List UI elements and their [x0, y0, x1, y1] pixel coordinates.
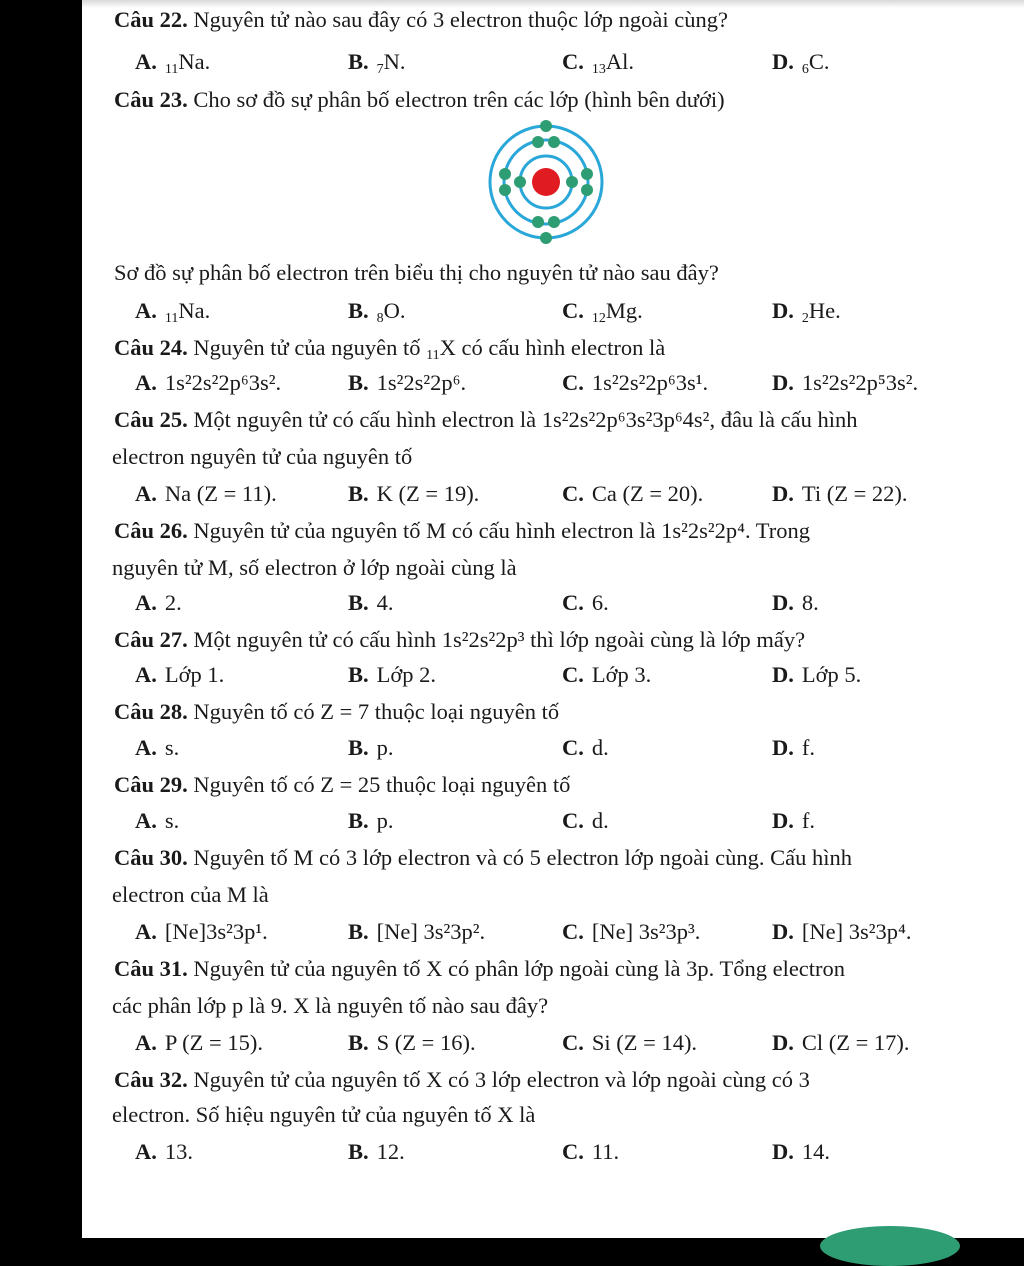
- text-q25-d-t: Ti (Z = 22).: [801, 481, 908, 506]
- text-q25-num: Câu 25.: [114, 407, 188, 432]
- text-q23-d-l: D.: [772, 298, 794, 323]
- option-d[interactable]: [772, 806, 815, 836]
- option-a[interactable]: [135, 368, 281, 398]
- question-26-stem-cont: [112, 553, 992, 583]
- text-q26-post: . Trong: [744, 518, 810, 543]
- question-26-options: [0, 588, 1024, 618]
- text-q31-text2: các phân lớp p là 9. X là nguyên tố nào sau đây?: [112, 993, 549, 1018]
- text-q22-a-l: A.: [135, 49, 157, 74]
- text-q29-a-l: A.: [135, 808, 157, 833]
- text-q30-c-t: [Ne] 3s²3p³.: [591, 919, 701, 944]
- text-q23-b-z: 8: [376, 311, 384, 326]
- option-c[interactable]: [562, 917, 700, 947]
- option-b[interactable]: [348, 660, 436, 690]
- atom-electron-diagram: [488, 118, 608, 248]
- option-c[interactable]: [562, 733, 609, 763]
- option-b[interactable]: [348, 806, 394, 836]
- text-q25-b-t: K (Z = 19).: [376, 481, 480, 506]
- option-d[interactable]: [772, 47, 830, 77]
- text-q22-d-s: C.: [808, 49, 830, 74]
- text-q22-text: Nguyên tử nào sau đây có 3 electron thuộc lớp ngoài cùng?: [187, 7, 728, 32]
- text-q24-post: X có cấu hình electron là: [439, 335, 666, 360]
- option-c[interactable]: [562, 368, 708, 398]
- text-q26-config: 1s²2s²2p⁴: [661, 518, 745, 543]
- question-24-stem: [114, 333, 994, 363]
- text-q27-a-l: A.: [135, 662, 157, 687]
- question-22-stem: [114, 5, 994, 35]
- text-q25-pre: Một nguyên tử có cấu hình electron là: [187, 407, 542, 432]
- text-q24-c-l: C.: [562, 370, 584, 395]
- text-q28-d-t: f.: [801, 735, 815, 760]
- text-q30-text2: electron của M là: [112, 882, 269, 907]
- text-q28-text: Nguyên tố có Z = 7 thuộc loại nguyên tố: [187, 699, 560, 724]
- text-q23-d-s: He.: [808, 298, 841, 323]
- text-q29-b-t: p.: [376, 808, 394, 833]
- text-q27-config: 1s²2s²2p³: [441, 627, 525, 652]
- question-27-stem: [114, 625, 994, 655]
- option-c[interactable]: [562, 660, 651, 690]
- text-q27-c-l: C.: [562, 662, 584, 687]
- question-25-stem-cont: [112, 442, 992, 472]
- question-23-options: [0, 296, 1024, 326]
- text-q24-c-t: 1s²2s²2p⁶3s¹.: [591, 370, 709, 395]
- text-q32-c-t: 11.: [591, 1139, 620, 1164]
- question-29-stem: [114, 770, 994, 800]
- text-q31-d-t: Cl (Z = 17).: [801, 1030, 910, 1055]
- option-b[interactable]: [348, 1137, 405, 1167]
- text-q24-b-l: B.: [348, 370, 369, 395]
- text-q30-d-t: [Ne] 3s²3p⁴.: [801, 919, 912, 944]
- question-24-options: [0, 368, 1024, 398]
- option-a[interactable]: [135, 733, 179, 763]
- text-q31-d-l: D.: [772, 1030, 794, 1055]
- question-23-prompt: [114, 258, 994, 288]
- text-q23-b-l: B.: [348, 298, 369, 323]
- option-b[interactable]: [348, 479, 479, 509]
- text-q24-d-t: 1s²2s²2p⁵3s².: [801, 370, 919, 395]
- electron: [540, 232, 552, 244]
- text-q31-num: Câu 31.: [114, 956, 188, 981]
- text-q27-num: Câu 27.: [114, 627, 188, 652]
- text-q32-d-l: D.: [772, 1139, 794, 1164]
- option-b[interactable]: [348, 917, 485, 947]
- text-q28-c-t: d.: [591, 735, 609, 760]
- text-q32-num: Câu 32.: [114, 1067, 188, 1092]
- text-q29-a-t: s.: [164, 808, 180, 833]
- text-q25-c-l: C.: [562, 481, 584, 506]
- option-a[interactable]: [135, 296, 210, 326]
- option-a[interactable]: [135, 1137, 193, 1167]
- electron: [532, 216, 544, 228]
- text-q26-num: Câu 26.: [114, 518, 188, 543]
- option-b[interactable]: [348, 47, 406, 77]
- text-q25-text2: electron nguyên tử của nguyên tố: [112, 444, 413, 469]
- question-22-options: [0, 47, 1024, 77]
- text-q23-a-s: Na.: [178, 298, 211, 323]
- question-30-options: [0, 917, 1024, 947]
- electron: [581, 184, 593, 196]
- text-q29-num: Câu 29.: [114, 772, 188, 797]
- text-q22-d-z: 6: [801, 62, 809, 77]
- option-a[interactable]: [135, 806, 179, 836]
- text-q23-d-z: 2: [801, 311, 809, 326]
- text-q30-num: Câu 30.: [114, 845, 188, 870]
- text-q32-b-t: 12.: [376, 1139, 405, 1164]
- text-q22-a-s: Na.: [178, 49, 211, 74]
- question-31-options: [0, 1028, 1024, 1058]
- text-q23-c-s: Mg.: [605, 298, 643, 323]
- text-q31-text: Nguyên tử của nguyên tố X có phân lớp ngoài cùng là 3p. Tổng electron: [187, 956, 846, 981]
- option-a[interactable]: [135, 47, 210, 77]
- option-d[interactable]: [772, 296, 841, 326]
- text-q25-a-t: Na (Z = 11).: [164, 481, 277, 506]
- text-q23-num: Câu 23.: [114, 87, 188, 112]
- text-q29-text: Nguyên tố có Z = 25 thuộc loại nguyên tố: [187, 772, 571, 797]
- text-q22-c-l: C.: [562, 49, 584, 74]
- text-q28-a-t: s.: [164, 735, 180, 760]
- text-q27-a-t: Lớp 1.: [164, 662, 225, 687]
- question-26-stem: [114, 516, 994, 546]
- text-q23-c-z: 12: [591, 311, 606, 326]
- text-q29-c-t: d.: [591, 808, 609, 833]
- text-q23-a-l: A.: [135, 298, 157, 323]
- text-q26-b-l: B.: [348, 590, 369, 615]
- nucleus: [532, 168, 560, 196]
- question-30-stem: [114, 843, 994, 873]
- text-q27-d-l: D.: [772, 662, 794, 687]
- question-28-stem: [114, 697, 994, 727]
- option-d[interactable]: [772, 917, 911, 947]
- option-b[interactable]: [348, 296, 406, 326]
- question-25-stem: [114, 405, 994, 435]
- text-q27-d-t: Lớp 5.: [801, 662, 862, 687]
- electron: [548, 136, 560, 148]
- text-q24-d-l: D.: [772, 370, 794, 395]
- text-q30-c-l: C.: [562, 919, 584, 944]
- option-d[interactable]: [772, 1137, 830, 1167]
- text-q27-pre: Một nguyên tử có cấu hình: [187, 627, 442, 652]
- text-q24-a-l: A.: [135, 370, 157, 395]
- text-q26-pre: Nguyên tử của nguyên tố M có cấu hình electron là: [187, 518, 662, 543]
- text-q27-b-l: B.: [348, 662, 369, 687]
- option-b[interactable]: [348, 1028, 476, 1058]
- text-q27-b-t: Lớp 2.: [376, 662, 437, 687]
- text-q23-text2: Sơ đồ sự phân bố electron trên biểu thị cho nguyên tử nào sau đây?: [114, 260, 719, 285]
- electron: [532, 136, 544, 148]
- text-q31-a-t: P (Z = 15).: [164, 1030, 263, 1055]
- question-27-options: [0, 660, 1024, 690]
- text-q31-a-l: A.: [135, 1030, 157, 1055]
- text-q32-text2: electron. Số hiệu nguyên tử của nguyên tố X là: [112, 1102, 536, 1127]
- text-q30-a-l: A.: [135, 919, 157, 944]
- text-q26-a-t: 2.: [164, 590, 182, 615]
- electron: [566, 176, 578, 188]
- text-q23-a-z: 11: [164, 311, 179, 326]
- question-32-stem-cont: [112, 1100, 992, 1130]
- text-q29-b-l: B.: [348, 808, 369, 833]
- text-q22-num: Câu 22.: [114, 7, 188, 32]
- text-q32-b-l: B.: [348, 1139, 369, 1164]
- decorative-green-arc: [820, 1226, 960, 1266]
- electron: [514, 176, 526, 188]
- text-q22-c-z: 13: [591, 62, 606, 77]
- question-30-stem-cont: [112, 880, 992, 910]
- text-q32-d-t: 14.: [801, 1139, 830, 1164]
- text-q26-text2: nguyên tử M, số electron ở lớp ngoài cùng là: [112, 555, 517, 580]
- text-q26-a-l: A.: [135, 590, 157, 615]
- question-32-stem: [114, 1065, 994, 1095]
- text-q31-b-l: B.: [348, 1030, 369, 1055]
- option-d[interactable]: [772, 479, 908, 509]
- option-c[interactable]: [562, 806, 609, 836]
- question-31-stem: [114, 954, 994, 984]
- text-q22-b-l: B.: [348, 49, 369, 74]
- text-q22-a-z: 11: [164, 62, 179, 77]
- text-q22-b-z: 7: [376, 62, 384, 77]
- text-q28-c-l: C.: [562, 735, 584, 760]
- text-q28-b-l: B.: [348, 735, 369, 760]
- text-q28-d-l: D.: [772, 735, 794, 760]
- question-23-stem: [114, 85, 994, 115]
- text-q25-d-l: D.: [772, 481, 794, 506]
- option-a[interactable]: [135, 917, 268, 947]
- text-q30-d-l: D.: [772, 919, 794, 944]
- text-q30-b-l: B.: [348, 919, 369, 944]
- text-q31-b-t: S (Z = 16).: [376, 1030, 476, 1055]
- text-q29-d-t: f.: [801, 808, 815, 833]
- option-d[interactable]: [772, 733, 815, 763]
- option-c[interactable]: [562, 296, 643, 326]
- text-q27-c-t: Lớp 3.: [591, 662, 652, 687]
- question-28-options: [0, 733, 1024, 763]
- option-d[interactable]: [772, 1028, 910, 1058]
- question-31-stem-cont: [112, 991, 992, 1021]
- text-q25-c-t: Ca (Z = 20).: [591, 481, 704, 506]
- electron: [540, 120, 552, 132]
- option-a[interactable]: [135, 1028, 263, 1058]
- question-29-options: [0, 806, 1024, 836]
- text-q30-text: Nguyên tố M có 3 lớp electron và có 5 electron lớp ngoài cùng. Cấu hình: [187, 845, 853, 870]
- option-c[interactable]: [562, 588, 609, 618]
- option-b[interactable]: [348, 733, 394, 763]
- text-q29-d-l: D.: [772, 808, 794, 833]
- electron: [499, 184, 511, 196]
- electron: [581, 168, 593, 180]
- text-q26-d-t: 8.: [801, 590, 819, 615]
- text-q32-a-t: 13.: [164, 1139, 193, 1164]
- text-q28-b-t: p.: [376, 735, 394, 760]
- text-q25-config: 1s²2s²2p⁶3s²3p⁶4s²: [541, 407, 710, 432]
- text-q24-num: Câu 24.: [114, 335, 188, 360]
- option-d[interactable]: [772, 588, 819, 618]
- text-q24-a-t: 1s²2s²2p⁶3s².: [164, 370, 282, 395]
- text-q29-c-l: C.: [562, 808, 584, 833]
- text-q32-text: Nguyên tử của nguyên tố X có 3 lớp electron và lớp ngoài cùng có 3: [187, 1067, 810, 1092]
- option-a[interactable]: [135, 660, 224, 690]
- text-q25-b-l: B.: [348, 481, 369, 506]
- option-d[interactable]: [772, 368, 918, 398]
- electron: [499, 168, 511, 180]
- text-q25-a-l: A.: [135, 481, 157, 506]
- text-q22-b-s: N.: [383, 49, 406, 74]
- option-b[interactable]: [348, 588, 394, 618]
- text-q30-a-t: [Ne]3s²3p¹.: [164, 919, 268, 944]
- text-q23-c-l: C.: [562, 298, 584, 323]
- question-32-options: [0, 1137, 1024, 1167]
- text-q24-z: 11: [426, 348, 440, 363]
- option-c[interactable]: [562, 1028, 697, 1058]
- option-a[interactable]: [135, 588, 182, 618]
- text-q22-d-l: D.: [772, 49, 794, 74]
- text-q22-c-s: Al.: [605, 49, 634, 74]
- electron: [548, 216, 560, 228]
- text-q32-c-l: C.: [562, 1139, 584, 1164]
- text-q28-a-l: A.: [135, 735, 157, 760]
- text-q25-post: , đâu là cấu hình: [709, 407, 858, 432]
- text-q26-c-l: C.: [562, 590, 584, 615]
- text-q27-post: thì lớp ngoài cùng là lớp mấy?: [524, 627, 806, 652]
- option-c[interactable]: [562, 1137, 619, 1167]
- option-d[interactable]: [772, 660, 861, 690]
- text-q24-b-t: 1s²2s²2p⁶.: [376, 370, 467, 395]
- text-q31-c-t: Si (Z = 14).: [591, 1030, 698, 1055]
- option-a[interactable]: [135, 479, 277, 509]
- option-c[interactable]: [562, 479, 703, 509]
- text-q26-b-t: 4.: [376, 590, 394, 615]
- text-q32-a-l: A.: [135, 1139, 157, 1164]
- text-q23-text: Cho sơ đồ sự phân bố electron trên các lớp (hình bên dưới): [187, 87, 725, 112]
- text-q24-pre: Nguyên tử của nguyên tố: [187, 335, 427, 360]
- question-25-options: [0, 479, 1024, 509]
- text-q26-c-t: 6.: [591, 590, 609, 615]
- text-q31-c-l: C.: [562, 1030, 584, 1055]
- text-q23-b-s: O.: [383, 298, 406, 323]
- text-q30-b-t: [Ne] 3s²3p².: [376, 919, 486, 944]
- option-c[interactable]: [562, 47, 634, 77]
- option-b[interactable]: [348, 368, 466, 398]
- text-q26-d-l: D.: [772, 590, 794, 615]
- text-q28-num: Câu 28.: [114, 699, 188, 724]
